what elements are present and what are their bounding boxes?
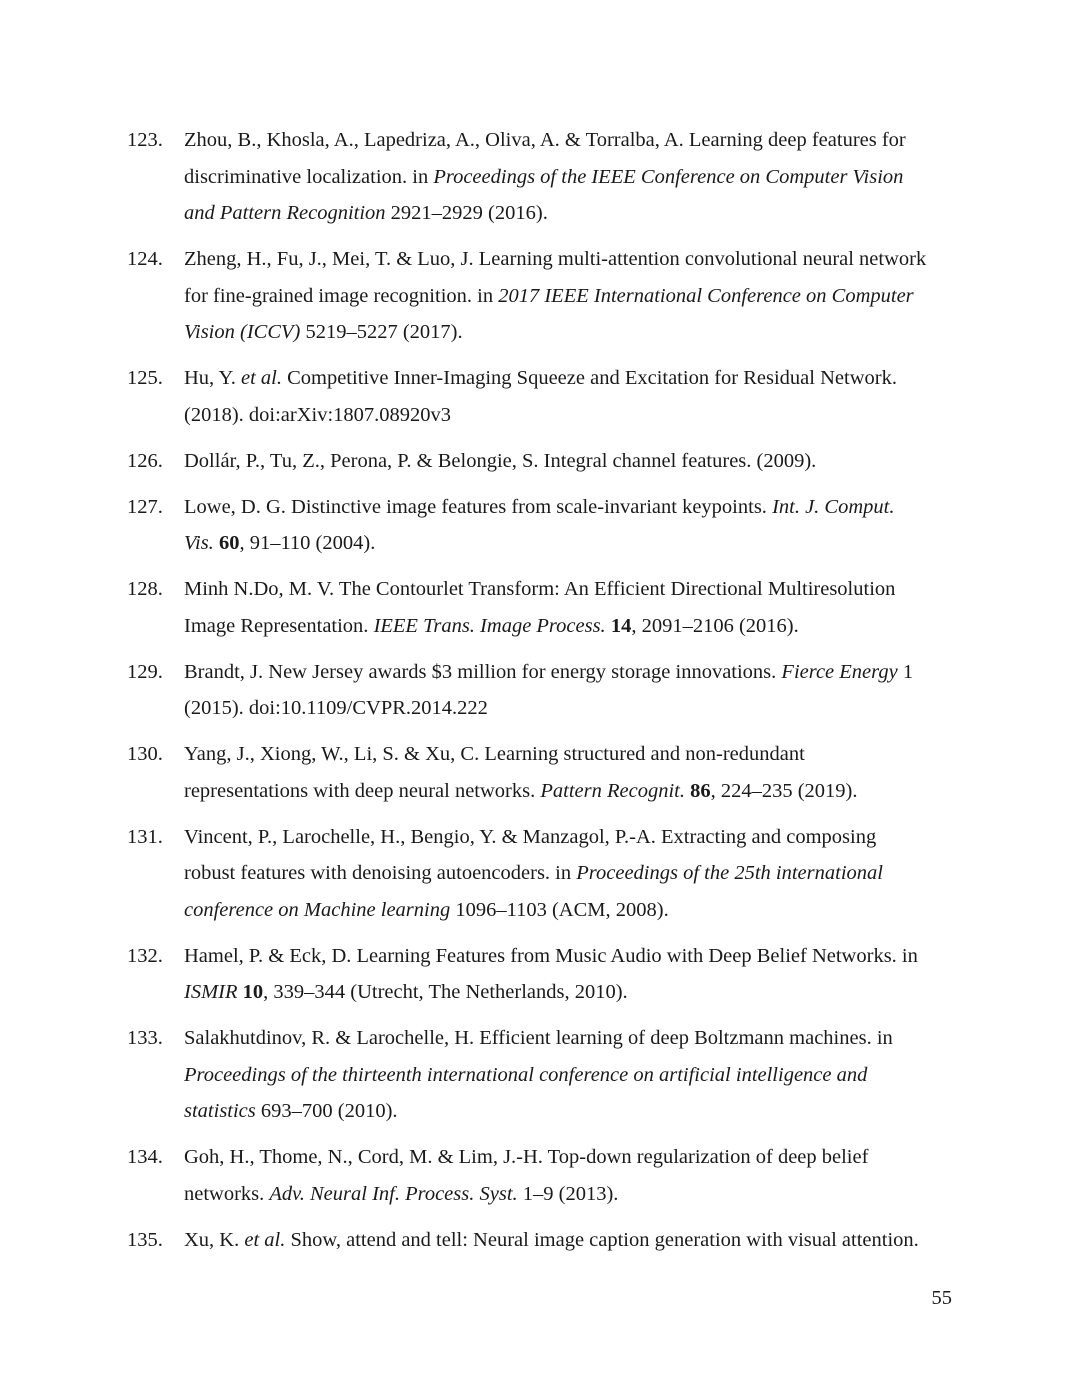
reference-text	[184, 360, 964, 433]
reference-line	[184, 1020, 964, 1057]
reference-line	[184, 314, 964, 351]
italic-text: ISMIR	[184, 981, 238, 1003]
reference-number: 131.	[127, 825, 163, 848]
reference-line	[184, 489, 964, 526]
italic-text: IEEE Trans. Image Process.	[373, 614, 606, 637]
italic-text: et al.	[240, 367, 282, 389]
reference-list	[0, 122, 1080, 1268]
reference-number: 134.	[127, 1146, 163, 1168]
reference-entry	[0, 736, 1080, 809]
italic-text: statistics	[184, 1100, 256, 1122]
reference-segment: Hu, Y.	[184, 367, 241, 389]
bold-volume: 10	[242, 981, 264, 1003]
italic-text: et al.	[244, 1228, 286, 1251]
italic-text: Vision (ICCV)	[184, 321, 301, 343]
italic-text: Adv. Neural Inf. Process. Syst.	[269, 1182, 518, 1205]
italic-text: and Pattern Recognition	[184, 202, 386, 224]
reference-line	[184, 1222, 964, 1259]
italic-text: Fierce Energy	[781, 660, 898, 683]
reference-number: 123.	[127, 129, 163, 151]
reference-line	[184, 1176, 964, 1213]
reference-text	[184, 571, 964, 644]
reference-segment: (2015). doi:10.1109/CVPR.2014.222	[184, 697, 488, 719]
reference-entry	[0, 654, 1080, 727]
reference-line	[184, 278, 964, 315]
italic-text: Proceedings of the IEEE Conference on Computer Vision	[433, 165, 904, 188]
reference-segment: , 339–344 (Utrecht, The Netherlands, 2010).	[263, 981, 628, 1003]
reference-line	[184, 1057, 964, 1094]
reference-text	[184, 443, 964, 480]
reference-text	[184, 241, 964, 351]
reference-line	[184, 938, 964, 975]
reference-line	[184, 892, 964, 929]
reference-segment: Goh, H., Thome, N., Cord, M. & Lim, J.-H. Top-down regularization of deep belief	[184, 1146, 869, 1168]
reference-segment: representations with deep neural networks.	[184, 779, 541, 802]
italic-text: conference on Machine learning	[184, 898, 451, 921]
reference-line	[184, 690, 964, 727]
reference-segment: 5219–5227 (2017).	[300, 321, 463, 343]
reference-segment: Vincent, P., Larochelle, H., Bengio, Y. & Manzagol, P.-A. Extracting and composing	[184, 825, 877, 848]
reference-line	[184, 241, 964, 278]
reference-text	[184, 1020, 964, 1130]
reference-line	[184, 122, 964, 159]
reference-segment: 2921–2929 (2016).	[385, 202, 548, 224]
reference-line	[184, 159, 964, 196]
bold-volume: 86	[690, 779, 711, 802]
reference-line	[184, 819, 964, 856]
italic-text: Vis.	[184, 532, 214, 554]
reference-number: 133.	[127, 1027, 163, 1049]
page-number: 55	[931, 1287, 952, 1309]
reference-number: 127.	[127, 495, 163, 518]
reference-segment: Brandt, J. New Jersey awards $3 million for energy storage innovations.	[184, 660, 782, 683]
reference-line	[184, 1093, 964, 1130]
reference-line	[184, 571, 964, 608]
reference-number: 125.	[127, 367, 163, 389]
reference-entry	[0, 1020, 1080, 1130]
reference-text	[184, 1139, 964, 1212]
reference-line	[184, 360, 964, 397]
reference-number: 130.	[127, 743, 163, 765]
reference-entry	[0, 1139, 1080, 1212]
reference-segment: 1	[897, 660, 914, 683]
reference-segment: Show, attend and tell: Neural image caption generation with visual attention.	[285, 1228, 919, 1251]
reference-text	[184, 1222, 964, 1259]
reference-segment: robust features with denoising autoencoders. in	[184, 862, 577, 884]
bold-volume: 60	[218, 532, 240, 554]
reference-segment: , 91–110 (2004).	[239, 532, 376, 554]
reference-segment: Salakhutdinov, R. & Larochelle, H. Efficient learning of deep Boltzmann machines. in	[184, 1027, 893, 1049]
reference-line	[184, 654, 964, 691]
reference-text	[184, 122, 964, 232]
reference-number: 135.	[127, 1228, 163, 1251]
reference-text	[184, 654, 964, 727]
reference-entry	[0, 819, 1080, 929]
reference-text	[184, 819, 964, 929]
reference-text	[184, 938, 964, 1011]
reference-entry	[0, 241, 1080, 351]
reference-segment: , 2091–2106 (2016).	[631, 614, 799, 637]
reference-segment: (2018). doi:arXiv:1807.08920v3	[184, 403, 452, 426]
reference-segment: 1–9 (2013).	[517, 1182, 619, 1205]
reference-line	[184, 195, 964, 232]
reference-number: 128.	[127, 578, 163, 600]
reference-entry	[0, 489, 1080, 562]
reference-segment: networks.	[184, 1182, 270, 1205]
reference-number: 132.	[127, 944, 163, 967]
reference-line	[184, 855, 964, 892]
reference-segment: Zhou, B., Khosla, A., Lapedriza, A., Oliva, A. & Torralba, A. Learning deep features for	[184, 129, 906, 151]
reference-entry	[0, 122, 1080, 232]
reference-line	[184, 1139, 964, 1176]
reference-segment: discriminative localization. in	[184, 165, 434, 188]
reference-line	[184, 974, 964, 1011]
reference-number: 129.	[127, 660, 163, 683]
reference-segment: Minh N.Do, M. V. The Contourlet Transform: An Efficient Directional Multiresolution	[184, 578, 896, 600]
reference-segment: Competitive Inner-Imaging Squeeze and Excitation for Residual Network.	[281, 367, 897, 389]
reference-segment: for fine-grained image recognition. in	[184, 284, 499, 307]
reference-segment: Xu, K.	[184, 1228, 245, 1251]
reference-entry	[0, 360, 1080, 433]
reference-segment: Yang, J., Xiong, W., Li, S. & Xu, C. Learning structured and non-redundant	[184, 743, 805, 765]
reference-text	[184, 489, 964, 562]
reference-segment: Zheng, H., Fu, J., Mei, T. & Luo, J. Learning multi-attention convolutional neural network	[184, 248, 927, 270]
reference-line	[184, 443, 964, 480]
reference-entry	[0, 571, 1080, 644]
reference-line	[184, 773, 964, 810]
italic-text: 2017 IEEE International Conference on Computer	[498, 284, 914, 307]
italic-text: Proceedings of the thirteenth international conference on artificial intelligence and	[184, 1063, 868, 1086]
reference-segment: Lowe, D. G. Distinctive image features from scale-invariant keypoints.	[184, 495, 773, 518]
reference-line	[184, 397, 964, 434]
reference-line	[184, 525, 964, 562]
reference-entry	[0, 443, 1080, 480]
reference-number: 126.	[127, 449, 163, 472]
reference-segment: Dollár, P., Tu, Z., Perona, P. & Belongie, S. Integral channel features. (2009).	[184, 449, 817, 472]
italic-text: Int. J. Comput.	[772, 495, 895, 518]
reference-segment: , 224–235 (2019).	[710, 779, 858, 802]
reference-segment: Image Representation.	[184, 614, 374, 637]
reference-number: 124.	[127, 248, 163, 270]
reference-line	[184, 736, 964, 773]
reference-segment: 1096–1103 (ACM, 2008).	[450, 898, 669, 921]
bold-volume: 14	[610, 614, 632, 637]
reference-segment: Hamel, P. & Eck, D. Learning Features from Music Audio with Deep Belief Networks. in	[184, 944, 918, 967]
reference-segment: 693–700 (2010).	[255, 1100, 398, 1122]
reference-entry	[0, 938, 1080, 1011]
reference-entry	[0, 1222, 1080, 1259]
reference-line	[184, 608, 964, 645]
italic-text: Proceedings of the 25th international	[576, 862, 883, 884]
italic-text: Pattern Recognit.	[540, 779, 685, 802]
reference-text	[184, 736, 964, 809]
